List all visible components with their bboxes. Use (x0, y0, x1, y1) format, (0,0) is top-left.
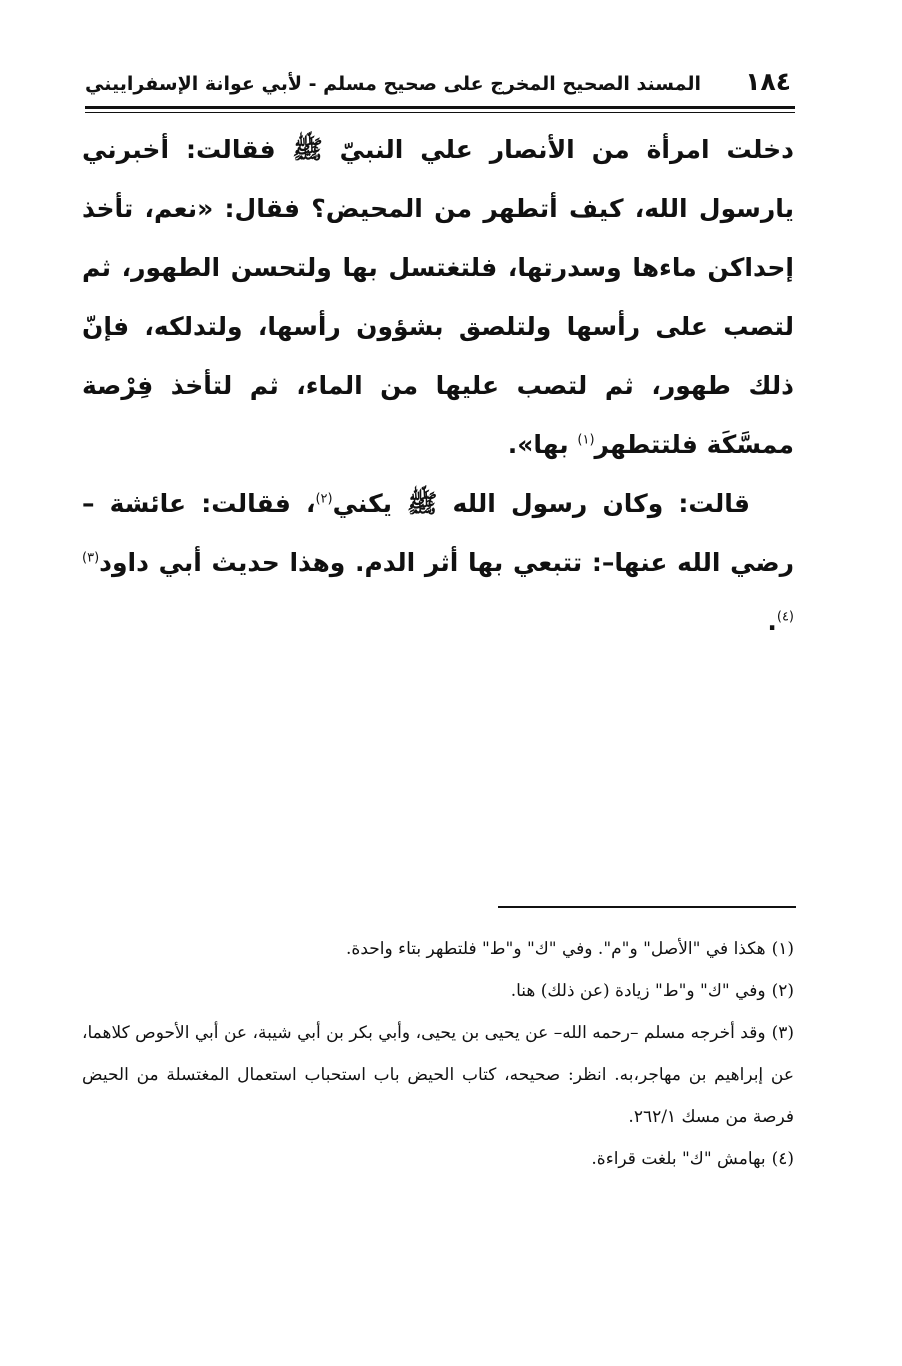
footnotes (82, 928, 794, 1180)
footnote-4-text: بهامش "ك" بلغت قراءة. (591, 1149, 766, 1169)
footnote-1-number: (١) (771, 939, 794, 959)
footnote-ref-2: (٢) (315, 491, 333, 507)
main-text (82, 120, 794, 651)
footnote-separator (498, 906, 796, 908)
paragraph-1-text: دخلت امرأة من الأنصار علي النبيّ ﷺ فقالت: أخبرني يارسول الله، كيف أتطهر من المحيض؟ فقال: «نعم، تأخذ إحداكن ماءها وسدرتها، فلتغتسل بها ولتحسن الطهور، ثم لتصب على رأسها ولتلصق بشؤون رأسها، ولتدلكه، فإنّ ذلك طهور، ثم لتصب عليها من الماء، ثم لتأخذ فِرْصة ممسَّكَة فلتتطهر (82, 135, 794, 459)
paragraph-2-end: . (767, 607, 777, 636)
footnote-1 (82, 928, 794, 970)
paragraph-2-middle: ، فقالت: عائشة –رضي الله عنها–: تتبعي بها أثر الدم. وهذا حديث أبي داود (82, 489, 794, 577)
footnote-ref-3-4: (٣)(٤) (82, 550, 794, 625)
footnote-2-number: (٢) (771, 981, 794, 1001)
footnote-2 (82, 970, 794, 1012)
page-header (85, 64, 793, 104)
footnote-3 (82, 1012, 794, 1138)
running-title: المسند الصحيح المخرج على صحيح مسلم - لأبي عوانة الإسفراييني (85, 73, 701, 95)
footnote-4 (82, 1138, 794, 1180)
footnote-2-text: وفي "ك" و"ط" زيادة (عن ذلك) هنا. (510, 981, 766, 1001)
page-number: ١٨٤ (745, 67, 791, 96)
header-rule-thick (85, 106, 795, 109)
paragraph-1 (82, 120, 794, 474)
footnote-ref-1: (١) (577, 432, 595, 448)
footnote-3-text: وقد أخرجه مسلم –رحمه الله– عن يحيى بن يحيى، وأبي بكر بن أبي شيبة، عن أبي الأحوص كلاهما، عن إبراهيم بن مهاجر،به. انظر: صحيحه، كتاب الحيض باب استحباب استعمال المغتسلة من الحيض فرصة من مسك ٢٦٢/١. (82, 1023, 794, 1127)
footnote-1-text: هكذا في "الأصل" و"م". وفي "ك" و"ط" فلتطهر بتاء واحدة. (346, 939, 766, 959)
paragraph-2-text: قالت: وكان رسول الله ﷺ يكني (332, 489, 750, 518)
footnote-4-number: (٤) (771, 1149, 794, 1169)
header-rule-thin (85, 112, 795, 113)
paragraph-2 (82, 474, 794, 651)
paragraph-1-end: بها». (507, 430, 578, 459)
footnote-3-number: (٣) (771, 1023, 794, 1043)
